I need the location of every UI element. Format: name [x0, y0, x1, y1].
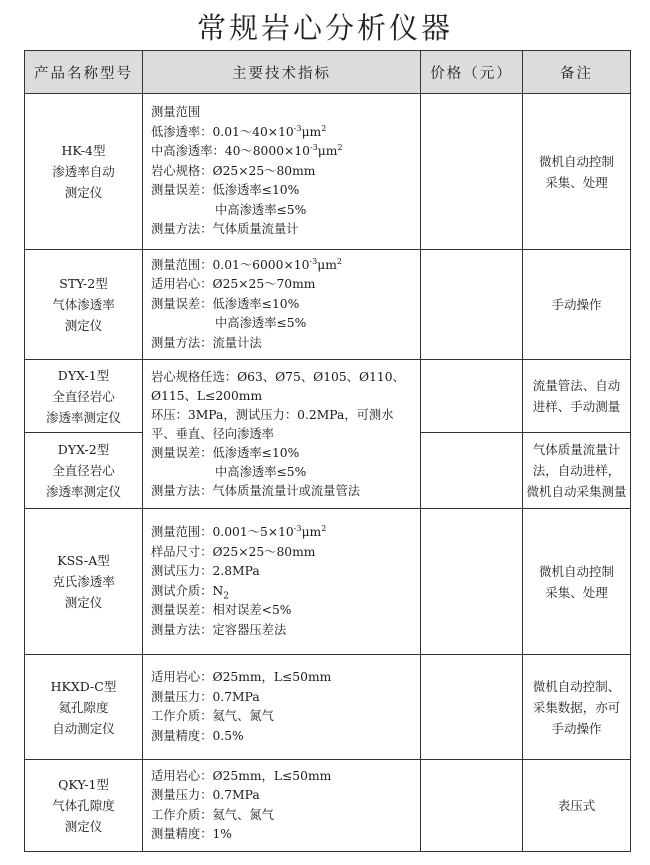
header-price: 价格（元）	[421, 51, 523, 94]
product-specs: 适用岩心：Ø25mm，L≤50mm 测量压力：0.7MPa 工作介质：氦气、氮气 测量精度：1%	[143, 760, 421, 852]
product-name: STY-2型 气体渗透率 测定仪	[25, 250, 143, 360]
table-header-row	[25, 51, 631, 94]
product-price	[421, 94, 523, 250]
product-price	[421, 360, 523, 433]
product-price	[421, 250, 523, 360]
table-row	[25, 655, 631, 760]
table-row	[25, 360, 631, 433]
product-table	[24, 50, 631, 852]
product-name: QKY-1型 气体孔隙度 测定仪	[25, 760, 143, 852]
product-name: HKXD-C型 氦孔隙度 自动测定仪	[25, 655, 143, 760]
header-note: 备注	[523, 51, 631, 94]
product-note: 气体质量流量计 法，自动进样， 微机自动采集测量	[523, 433, 631, 509]
product-note: 手动操作	[523, 250, 631, 360]
product-specs: 岩心规格任选：Ø63、Ø75、Ø105、Ø110、 Ø115、L≤200mm 环压：3MPa，测试压力：0.2MPa，可测水平、垂直、径向渗透率 测量误差：低渗透率≤10% 中高渗透率≤5% 测量方法：气体质量流量计或流量管法	[143, 360, 421, 509]
table-row	[25, 760, 631, 852]
product-note: 微机自动控制 采集、处理	[523, 94, 631, 250]
header-specs: 主要技术指标	[143, 51, 421, 94]
product-note: 流量管法、自动 进样、手动测量	[523, 360, 631, 433]
product-specs: 适用岩心：Ø25mm，L≤50mm 测量压力：0.7MPa 工作介质：氦气、氮气 测量精度：0.5%	[143, 655, 421, 760]
product-price	[421, 760, 523, 852]
product-note: 微机自动控制、 采集数据，亦可 手动操作	[523, 655, 631, 760]
product-specs: 测量范围：$0.01\sim 6000\times 10^{-3}\mu m^2$ 适用岩心：Ø25×25～70mm 测量误差：低渗透率≤10% 中高渗透率≤5% 测量方法：流量计法	[143, 250, 421, 360]
table-row	[25, 509, 631, 655]
product-name: KSS-A型 克氏渗透率 测定仪	[25, 509, 143, 655]
product-price	[421, 509, 523, 655]
product-specs: 测量范围：$0.001\sim 5\times 10^{-3}\mu m^2$ 样品尺寸：Ø25×25～80mm 测试压力：2.8MPa 测试介质：$N_2$ 测量误差：相对误差<5% 测量方法：定容器压差法	[143, 509, 421, 655]
table-row	[25, 94, 631, 250]
header-product: 产品名称型号	[25, 51, 143, 94]
product-note: 表压式	[523, 760, 631, 852]
page-title: 常规岩心分析仪器	[196, 11, 453, 45]
table-row	[25, 250, 631, 360]
product-name: HK-4型 渗透率自动 测定仪	[25, 94, 143, 250]
product-name: DYX-1型 全直径岩心 渗透率测定仪	[25, 360, 143, 433]
product-note: 微机自动控制 采集、处理	[523, 509, 631, 655]
product-price	[421, 433, 523, 509]
product-name: DYX-2型 全直径岩心 渗透率测定仪	[25, 433, 143, 509]
product-price	[421, 655, 523, 760]
product-specs: 测量范围 低渗透率：$0.01\sim 40\times 10^{-3}\mu m^2$ 中高渗透率：$40\sim 8000\times 10^{-3}\mu m^2$ 岩心规格：Ø25×25～80mm 测量误差：低渗透率≤10% 中高渗透率≤5% 测量方法：气体质量流量计	[143, 94, 421, 250]
